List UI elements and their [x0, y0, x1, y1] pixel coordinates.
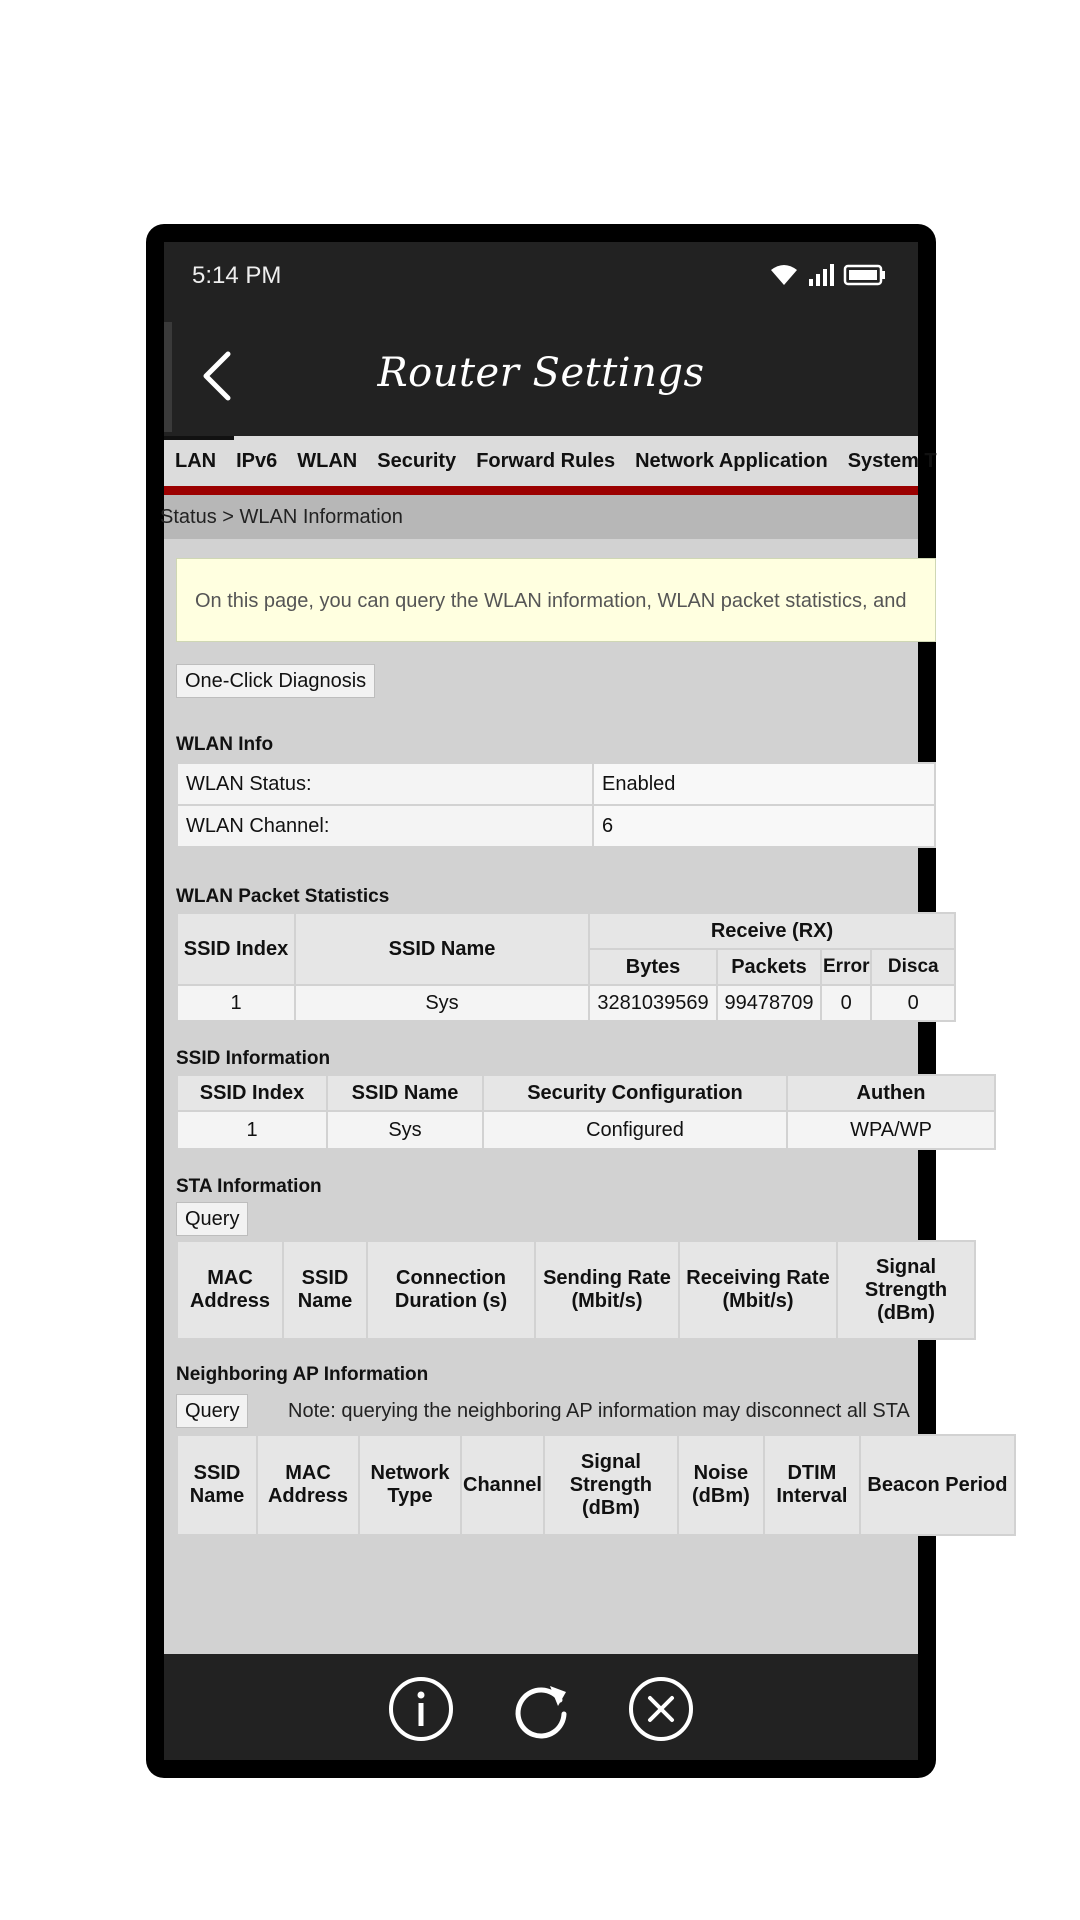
neighbor-ap-table [176, 1434, 1016, 1536]
tab-system-tools[interactable]: System T [847, 450, 937, 472]
status-time: 5:14 PM [192, 262, 282, 289]
wlan-status-label: WLAN Status: [177, 763, 593, 805]
ssid-name: Sys [327, 1111, 483, 1149]
stat-packets: 99478709 [717, 985, 821, 1021]
col-beacon-period: Beacon Period [860, 1435, 1015, 1535]
col-dtim-interval: DTIM Interval [764, 1435, 860, 1535]
col-mac-address: MAC Address [177, 1241, 283, 1339]
stat-ssid-name: Sys [295, 985, 589, 1021]
col-ap-signal-strength: Signal Strength (dBm) [544, 1435, 678, 1535]
wlan-channel-value: 6 [593, 805, 935, 847]
col-connection-duration: Connection Duration (s) [367, 1241, 535, 1339]
tab-wlan[interactable]: WLAN [297, 450, 358, 472]
col-authentication: Authen [787, 1075, 995, 1111]
neighbor-ap-note: Note: querying the neighboring AP information may disconnect all STA [288, 1400, 910, 1422]
col-signal-strength: Signal Strength (dBm) [837, 1241, 975, 1339]
col-sta-ssid-name: SSID Name [283, 1241, 367, 1339]
ssid-info-heading: SSID Information [176, 1048, 331, 1069]
stat-index: 1 [177, 985, 295, 1021]
ssid-index: 1 [177, 1111, 327, 1149]
sta-info-heading: STA Information [176, 1176, 322, 1197]
status-bar [164, 242, 918, 322]
tab-security[interactable]: Security [377, 450, 457, 472]
refresh-icon[interactable] [508, 1676, 574, 1742]
col-network-type: Network Type [359, 1435, 461, 1535]
one-click-diagnosis-button[interactable]: One-Click Diagnosis [176, 664, 375, 698]
page-title: Router Settings [377, 350, 705, 396]
wlan-info-table [176, 762, 936, 848]
sta-info-table [176, 1240, 976, 1340]
ssid-security: Configured [483, 1111, 787, 1149]
neighbor-ap-heading: Neighboring AP Information [176, 1364, 429, 1385]
info-notice: On this page, you can query the WLAN information, WLAN packet statistics, and [176, 558, 936, 642]
stat-discard: 0 [871, 985, 955, 1021]
tab-network-application[interactable]: Network Application [635, 450, 828, 472]
active-tab-indicator [164, 436, 234, 440]
col-sending-rate: Sending Rate (Mbit/s) [535, 1241, 679, 1339]
col-ap-ssid-name: SSID Name [177, 1435, 257, 1535]
col-packets: Packets [717, 949, 821, 985]
bottom-bar [164, 1654, 918, 1760]
wlan-channel-label: WLAN Channel: [177, 805, 593, 847]
col-receive: Receive (RX) [589, 913, 955, 949]
col-ssid-index-2: SSID Index [177, 1075, 327, 1111]
tab-forward-rules[interactable]: Forward Rules [476, 450, 616, 472]
col-security-config: Security Configuration [483, 1075, 787, 1111]
col-ap-mac-address: MAC Address [257, 1435, 359, 1535]
wlan-status-value: Enabled [593, 763, 935, 805]
ssid-auth: WPA/WP [787, 1111, 995, 1149]
nav-tabs [164, 436, 937, 495]
col-ssid-name: SSID Name [295, 913, 589, 985]
col-error: Error [821, 949, 871, 985]
signal-icon [808, 264, 834, 286]
packet-stats-heading: WLAN Packet Statistics [176, 886, 390, 907]
sta-query-button[interactable]: Query [176, 1202, 248, 1236]
tab-ipv6[interactable]: IPv6 [236, 450, 278, 472]
col-bytes: Bytes [589, 949, 717, 985]
stat-bytes: 3281039569 [589, 985, 717, 1021]
wifi-icon [770, 264, 798, 286]
breadcrumb-text: Status > WLAN Information [160, 506, 403, 528]
col-discard: Disca [871, 949, 955, 985]
col-ssid-index: SSID Index [177, 913, 295, 985]
ssid-info-table [176, 1074, 996, 1150]
breadcrumb [160, 495, 918, 539]
close-icon[interactable] [628, 1676, 694, 1742]
col-noise: Noise (dBm) [678, 1435, 764, 1535]
stat-error: 0 [821, 985, 871, 1021]
neighbor-query-button[interactable]: Query [176, 1394, 248, 1428]
battery-icon [844, 264, 886, 286]
col-channel: Channel [461, 1435, 544, 1535]
tab-lan[interactable]: LAN [175, 450, 217, 472]
packet-stats-table [176, 912, 956, 1022]
info-icon[interactable] [388, 1676, 454, 1742]
wlan-info-heading: WLAN Info [176, 734, 274, 755]
phone-screen [160, 242, 1008, 1760]
col-ssid-name-2: SSID Name [327, 1075, 483, 1111]
col-receiving-rate: Receiving Rate (Mbit/s) [679, 1241, 837, 1339]
app-bar [164, 322, 918, 436]
